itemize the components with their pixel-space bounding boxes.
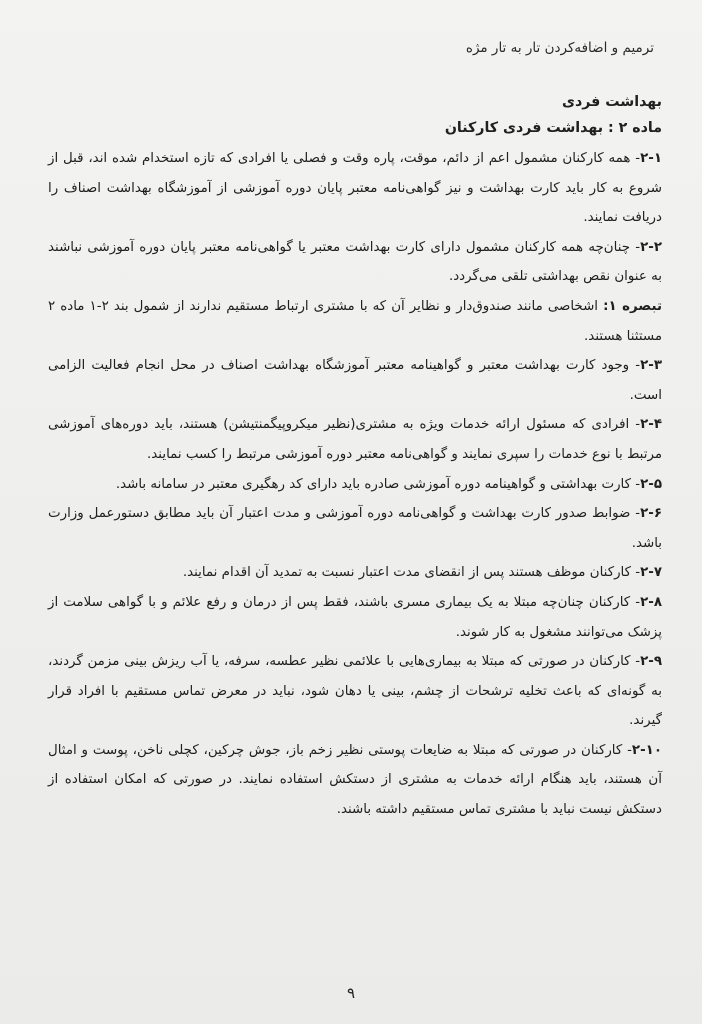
clause-number: ۲-۸ (640, 594, 662, 610)
clause-dash: - (635, 151, 641, 166)
running-header: ترمیم و اضافه‌کردن تار به تار مژه (465, 40, 654, 56)
note-text: اشخاصی مانند صندوق‌دار و نظایر آن که با مشتری ارتباط مستقیم ندارند از شمول بند ۲-۱ ماده ۲ مستثنا هستند. (48, 298, 662, 344)
paragraph-2-1 (48, 144, 662, 233)
section-title: بهداشت فردی (561, 94, 662, 110)
paragraph-2-6 (48, 499, 662, 558)
page-content (48, 90, 662, 825)
clause-dash: - (627, 742, 632, 758)
clause-dash: - (635, 565, 641, 581)
clause-text: افرادی که مسئول ارائه خدمات ویژه به مشتری(نظیر میکروپیگمنتیشن) هستند، باید دوره‌های آموزشی مرتبط با نوع خدمات را سپری نمایند و گواهی‌نامه معتبر دوره آموزشی مرتبط را کسب نمایند. (48, 417, 662, 462)
clause-number: ۲-۵ (640, 476, 662, 492)
paragraph-2-2 (48, 233, 662, 292)
clause-dash: - (635, 476, 641, 492)
paragraph-2-7 (48, 558, 662, 588)
paragraph-2-10 (48, 736, 662, 825)
clause-number: ۲-۶ (640, 506, 662, 522)
clause-dash: - (635, 594, 641, 610)
clause-number: ۲-۹ (640, 654, 662, 670)
paragraph-2-8 (48, 588, 662, 647)
clause-text: کارکنان موظف هستند پس از انقضای مدت اعتبار نسبت به تمدید آن اقدام نمایند. (182, 565, 636, 581)
clause-number: ۲-۲ (640, 239, 662, 255)
clause-text: چنان‌چه همه کارکنان مشمول دارای کارت بهداشت معتبر یا گواهی‌نامه معتبر پایان دوره آموزشی نباشند به عنوان نقص بهداشتی تلقی می‌گردد. (48, 239, 662, 285)
clause-text: همه کارکنان مشمول اعم از دائم، موقت، پاره وقت و فصلی یا افرادی که تازه استخدام شده اند، قبل از شروع به کار باید کارت بهداشت و نیز گواهی‌نامه معتبر پایان دوره آموزشی از آموزشگاه بهداشت اصناف را دریافت نمایند. (48, 151, 662, 226)
clause-number: ۲-۳ (640, 358, 662, 374)
clause-text: ضوابط صدور کارت بهداشت و گواهی‌نامه دوره آموزشی و مدت اعتبار آن باید مطابق دستورعمل وزارت باشد. (48, 506, 662, 551)
clause-text: کارت بهداشتی و گواهینامه دوره آموزشی صادره باید دارای کد رهگیری معتبر در سامانه باشد. (115, 476, 636, 492)
clause-dash: - (635, 417, 641, 433)
article-title: ماده ۲ : بهداشت فردی کارکنان (444, 120, 662, 136)
clause-text: کارکنان در صورتی که مبتلا به بیماری‌هایی با علائمی نظیر عطسه، سرفه، یا آب ریزش بینی مزمن گردند، به گونه‌ای که باعث تخلیه ترشحات از چشم، بینی یا دهان شود، نباید در معرض تماس مستقیم با افراد قرار گیرند. (48, 654, 662, 729)
clause-dash: - (635, 506, 641, 522)
note-1 (48, 292, 662, 351)
clause-text: کارکنان در صورتی که مبتلا به ضایعات پوستی نظیر زخم باز، جوش چرکین، کچلی ناخن، پوست و امثال آن هستند، باید هنگام ارائه خدمات به مشتری از دستکش استفاده نمایند. در صورتی که امکان استفاده از دستکش نیست نباید با مشتری تماس مستقیم داشته باشند. (48, 742, 662, 818)
clause-dash: - (635, 239, 641, 255)
clause-dash: - (635, 654, 641, 670)
clause-number: ۲-۱۰ (631, 742, 662, 758)
clause-text: وجود کارت بهداشت معتبر و گواهینامه معتبر آموزشگاه بهداشت اصناف در محل انجام فعالیت الزامی است. (48, 358, 662, 403)
clause-number: ۲-۷ (640, 565, 662, 581)
clause-text: کارکنان چنان‌چه مبتلا به یک بیماری مسری باشند، فقط پس از درمان و رفع علائم و با گواهی سلامت از پزشک می‌توانند مشغول به کار شوند. (48, 594, 662, 640)
paragraph-2-4 (48, 410, 662, 469)
clause-number: ۲-۱ (640, 151, 662, 166)
paragraph-2-5 (48, 470, 662, 500)
note-label: تبصره ۱: (603, 298, 662, 314)
page-number: ۹ (346, 984, 356, 1002)
paragraph-2-3 (48, 351, 662, 410)
paragraph-2-9 (48, 647, 662, 736)
clause-number: ۲-۴ (640, 417, 662, 433)
clause-dash: - (635, 358, 641, 374)
